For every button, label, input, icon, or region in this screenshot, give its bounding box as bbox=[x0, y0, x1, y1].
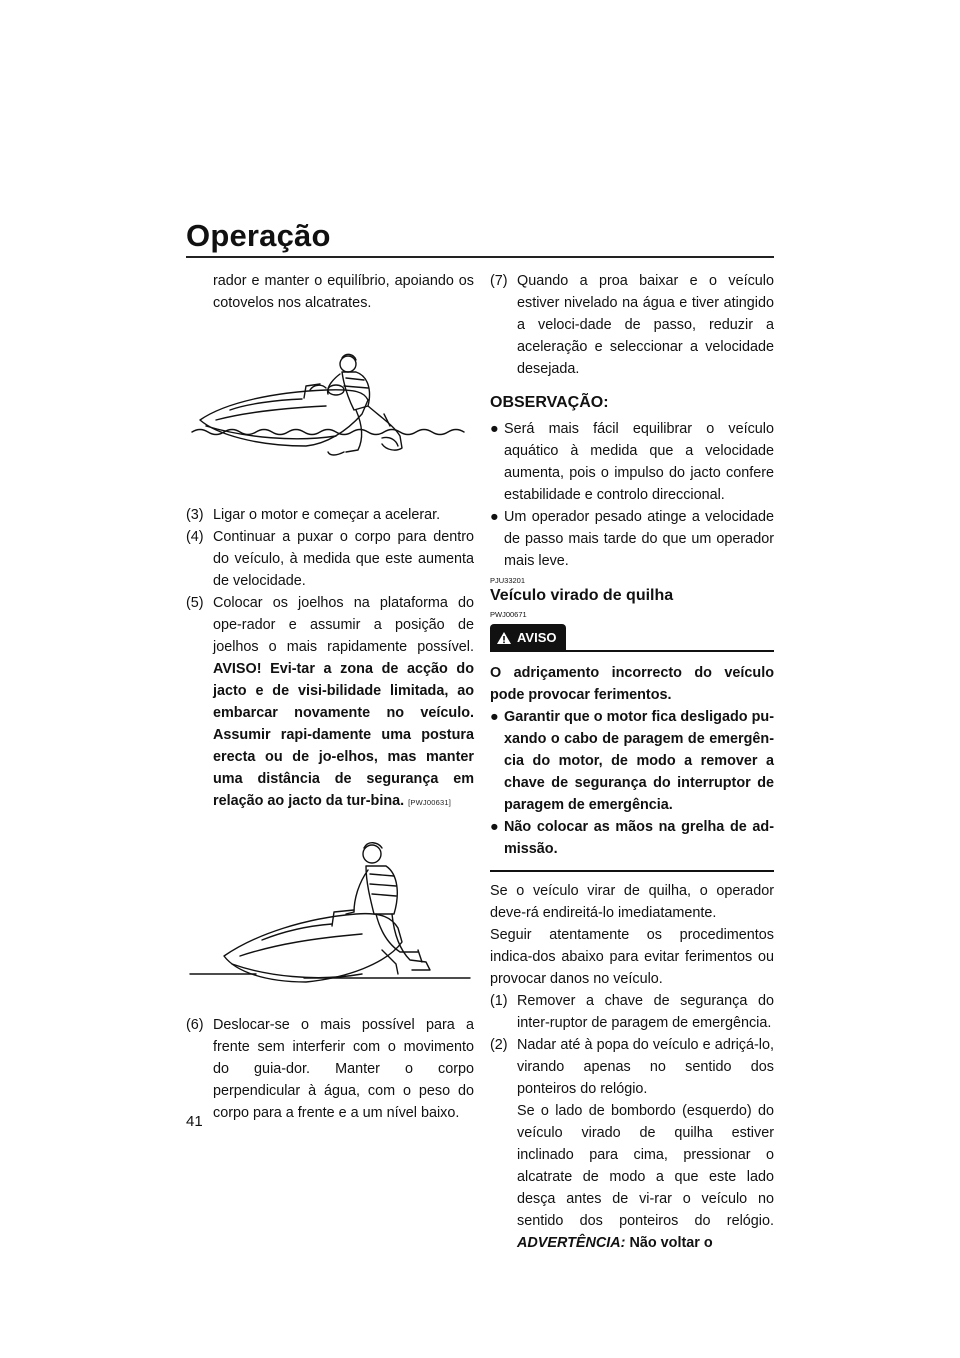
step-5-text: Colocar os joelhos na plataforma do ope-rador e assumir a posição de joelhos o mais rapidamente possível. bbox=[213, 595, 474, 655]
step-2-continuation: Se o lado de bombordo (esquerdo) do veículo virado de quilha estiver inclinado para cima, pressionar o alcatrate de modo a que este lado desça antes de vi-rar o veículo no sentido dos ponteiros do relógio. ADVERTÊNCIA: Não voltar o bbox=[517, 1103, 774, 1251]
page-title: Operação bbox=[186, 218, 331, 253]
warning-intro: O adriçamento incorrecto do veículo pode provocar ferimentos. bbox=[490, 665, 774, 703]
step-3: (3) Ligar o motor e começar a acelerar. bbox=[186, 507, 441, 523]
section-code: PJU33201 bbox=[490, 576, 526, 585]
warning-rule bbox=[566, 650, 775, 652]
step-6: (6) Deslocar-se o mais possível para a frente sem interferir com o movimento do guia-dor. Manter o corpo perpendicular à água, com o peso do corpo para a frente e a um nível baixo. bbox=[186, 1017, 474, 1121]
warning-code: [PWJ00631] bbox=[408, 798, 451, 807]
warning-triangle-icon bbox=[496, 631, 512, 645]
step-7: (7) Quando a proa baixar e o veículo estiver nivelado na água e tiver atingido a veloci-dade de passo, reduzir a aceleração e seleccionar a velocidade desejada. bbox=[490, 273, 774, 377]
paragraph: Seguir atentamente os procedimentos indica-dos abaixo para evitar ferimentos ou provocar danos no veículo. bbox=[490, 927, 774, 987]
warning-end-rule bbox=[490, 870, 774, 872]
section-title: Veículo virado de quilha bbox=[490, 587, 674, 604]
step-1: (1) Remover a chave de segurança do inter-ruptor de paragem de emergência. bbox=[490, 993, 774, 1031]
step-5-warning: AVISO! Evi-tar a zona de acção do jacto e de visi-bilidade limitada, ao embarcar novamente no veículo. Assumir rapi-damente uma postura erecta ou de jo-elhos, mas manter uma distância de segurança em relação ao jacto da tur-bina. bbox=[213, 661, 474, 809]
step-4: (4) Continuar a puxar o corpo para dentro do veículo, à medida que este aumenta de velocidade. bbox=[186, 529, 474, 589]
warning-code: PWJ00671 bbox=[490, 610, 527, 619]
caution-label: ADVERTÊNCIA: bbox=[517, 1235, 626, 1251]
bullet-icon: ● bbox=[490, 709, 499, 725]
boarding-illustration bbox=[186, 314, 474, 504]
bullet-icon: ● bbox=[490, 819, 499, 835]
paragraph: Se o veículo virar de quilha, o operador deve-rá endireitá-lo imediatamente. bbox=[490, 883, 774, 921]
right-column bbox=[490, 270, 774, 1254]
kneeling-rider-illustration bbox=[186, 814, 474, 1014]
note-title: OBSERVAÇÃO: bbox=[490, 394, 609, 411]
warning-item: ● Não colocar as mãos na grelha de ad-missão. bbox=[490, 816, 774, 860]
caution-text: Não voltar o bbox=[629, 1235, 713, 1251]
step-5: (5) Colocar os joelhos na plataforma do ope-rador e assumir a posição de joelhos o mais rapidamente possível. AVISO! Evi-tar a zona de acção do jacto e de visi-bilidade limitada, ao embarcar novamente no veículo. Assumir rapi-damente uma postura erecta ou de jo-elhos, mas manter uma distância de segurança em relação ao jacto da tur-bina. [PWJ00631] bbox=[186, 595, 474, 809]
page-number: 41 bbox=[186, 1113, 203, 1130]
note-item: ● Um operador pesado atinge a velocidade de passo mais tarde do que um operador mais leve. bbox=[490, 506, 774, 572]
header-rule bbox=[186, 256, 774, 258]
warning-header bbox=[490, 624, 774, 652]
note-item: ● Será mais fácil equilibrar o veículo aquático à medida que a velocidade aumenta, pois o impulso do jacto confere estabilidade e controlo direccional. bbox=[490, 418, 774, 506]
left-column bbox=[186, 270, 474, 1124]
warning-badge: AVISO bbox=[490, 624, 566, 652]
warning-item: ● Garantir que o motor fica desligado pu-xando o cabo de paragem de emergên-cia do motor, de modo a remover a chave de segurança do interruptor de paragem de emergência. bbox=[490, 706, 774, 816]
step-2: (2) Nadar até à popa do veículo e adriçá-lo, virando apenas no sentido dos ponteiros do relógio. bbox=[490, 1037, 774, 1097]
bullet-icon: ● bbox=[490, 509, 499, 525]
intro-paragraph: rador e manter o equilíbrio, apoiando os cotovelos nos alcatrates. bbox=[213, 273, 474, 311]
bullet-icon: ● bbox=[490, 421, 499, 437]
